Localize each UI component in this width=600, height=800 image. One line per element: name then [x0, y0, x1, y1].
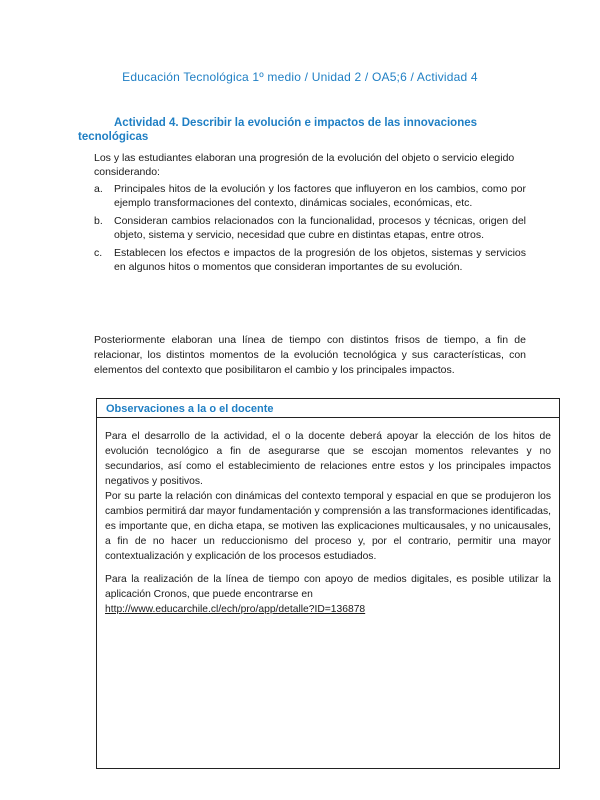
observations-box: [96, 398, 560, 769]
list-item-letter: a.: [94, 183, 103, 195]
cronos-link[interactable]: http://www.educarchile.cl/ech/pro/app/detalle?ID=136878: [105, 604, 366, 615]
observations-body: [97, 418, 559, 617]
list-item: [94, 214, 526, 242]
observations-paragraph-3: Para la realización de la línea de tiempo con apoyo de medios digitales, es posible utilizar la aplicación Cronos, que puede encontrarse en: [105, 574, 551, 600]
timeline-paragraph: Posteriormente elaboran una línea de tiempo con distintos frisos de tiempo, a fin de relacionar, los distintos momentos de la evolución tecnológica y sus características, con elementos del contexto que posibilitaron el cambio y los principales impactos.: [94, 334, 526, 376]
list-item-text: Consideran cambios relacionados con la funcionalidad, procesos y técnicas, origen del objeto, sistema y servicio, necesidad que cubre en distintas etapas, entre otros.: [114, 215, 526, 241]
spacer: [105, 564, 551, 572]
observations-paragraph-1: Para el desarrollo de la actividad, el o la docente deberá apoyar la elección de los hitos de evolución tecnológico a fin de asegurarse que se escojan momentos relevantes y no secundarios, así como el establecimiento de relaciones entre estos y los principales impactos negativos y positivos.: [105, 431, 551, 487]
breadcrumb: Educación Tecnológica 1º medio / Unidad 2 / OA5;6 / Actividad 4: [122, 70, 478, 84]
list-item: [94, 182, 526, 210]
list-item-letter: c.: [94, 247, 103, 259]
activity-title: Actividad 4. Describir la evolución e impactos de las innovaciones tecnológicas: [78, 117, 478, 143]
steps-list: [94, 182, 526, 278]
observations-paragraph-2: Por su parte la relación con dinámicas del contexto temporal y espacial en que se produjeron los cambios permitirá dar mayor fundamentación y comprensión a las transformaciones identificadas, es importante que, en dicha etapa, se motiven las explicaciones multicausales, y no unicausales, a fin de no hacer un reduccionismo del proceso y, por el contrario, permitir una mayor contextualización y explicación de los procesos estudiados.: [105, 491, 551, 562]
activity-intro: Los y las estudiantes elaboran una progresión de la evolución del objeto o servicio elegido considerando:: [94, 152, 515, 178]
link-paragraph: [105, 602, 551, 617]
observations-title: Observaciones a la o el docente: [97, 399, 559, 418]
list-item-text: Principales hitos de la evolución y los factores que influyeron en los cambios, como por ejemplo transformaciones del contexto, dinámicas sociales, económicas, etc.: [114, 183, 526, 209]
list-item-letter: b.: [94, 215, 103, 227]
list-item: [94, 246, 526, 274]
list-item-text: Establecen los efectos e impactos de la progresión de los objetos, sistemas y servicios en algunos hitos o momentos que consideran importantes de su evolución.: [114, 247, 526, 273]
